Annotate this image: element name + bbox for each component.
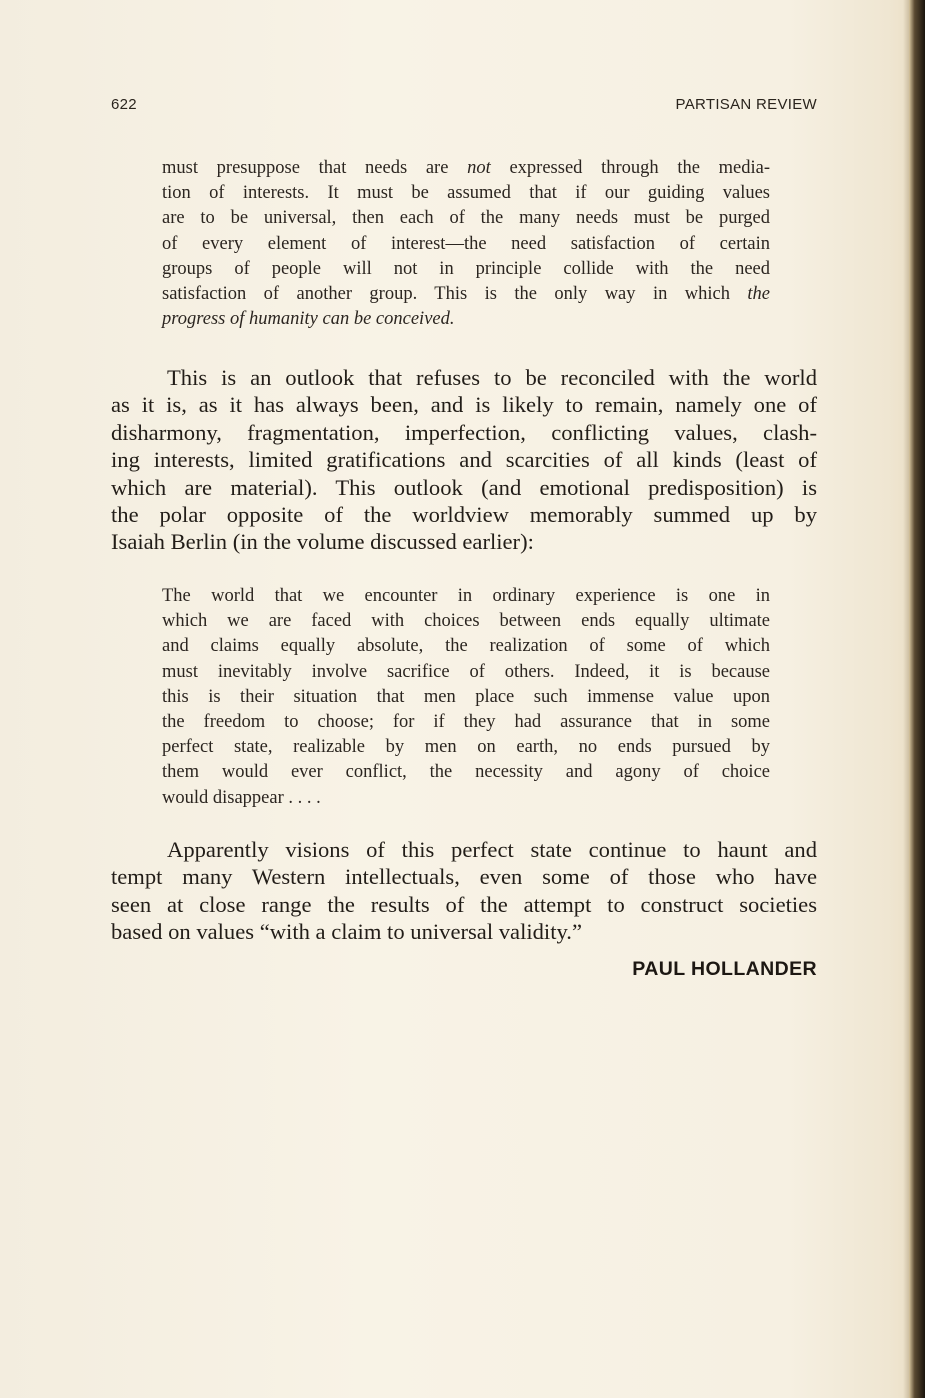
quote-2-line: and claims equally absolute, the realization of some of which [162, 636, 770, 657]
quote-1-line: tion of interests. It must be assumed that if our guiding values [162, 183, 770, 204]
quote-2-line: The world that we encounter in ordinary experience is one in [162, 586, 770, 606]
emphasis-progress-of-humanity: progress of humanity can be conceived. [162, 309, 455, 330]
quote-1-line [162, 307, 770, 332]
paragraph-1-line: Isaiah Berlin (in the volume discussed earlier): [111, 529, 534, 555]
paragraph-1-line: which are material). This outlook (and emotional predisposition) is [111, 474, 817, 500]
page-number: 622 [111, 96, 137, 113]
quote-2-line: the freedom to choose; for if they had assurance that in some [162, 712, 770, 733]
quote-1-line: must presuppose that needs are not expressed through the media- [162, 158, 770, 178]
paragraph-1-line: disharmony, fragmentation, imperfection, conflicting values, clash- [111, 419, 817, 445]
emphasis-not: not [467, 158, 491, 178]
paragraph-1-line: ing interests, limited gratifications and scarcities of all kinds (least of [111, 447, 817, 473]
quote-2-line: perfect state, realizable by men on earth, no ends pursued by [162, 737, 770, 758]
book-spine [909, 0, 925, 1398]
author-signature: PAUL HOLLANDER [632, 958, 817, 980]
block-quote-2 [162, 584, 770, 811]
quote-2-line: which we are faced with choices between ends equally ultimate [162, 611, 770, 632]
quote-2-line: would disappear . . . . [162, 787, 321, 808]
paragraph-1-line: the polar opposite of the worldview memorably summed up by [111, 502, 817, 528]
quote-1-line: are to be universal, then each of the many needs must be purged [162, 208, 770, 229]
paragraph-2-line: seen at close range the results of the attempt to construct societies [111, 891, 817, 917]
quote-2-line: this is their situation that men place such immense value upon [162, 686, 770, 707]
journal-title: PARTISAN REVIEW [675, 96, 817, 113]
paragraph-2-line: based on values “with a claim to universal validity.” [111, 919, 582, 945]
quote-2-line: them would ever conflict, the necessity and agony of choice [162, 762, 770, 783]
quote-1-line: groups of people will not in principle collide with the need [162, 258, 770, 279]
paragraph-1-line: as it is, as it has always been, and is likely to remain, namely one of [111, 392, 817, 418]
body-paragraph-2 [111, 836, 817, 946]
paragraph-2-line: tempt many Western intellectuals, even some of those who have [111, 864, 817, 890]
quote-1-line: satisfaction of another group. This is the only way in which the [162, 284, 770, 305]
emphasis-the: the [747, 284, 770, 305]
running-head [111, 96, 817, 118]
quote-1-line: of every element of interest—the need satisfaction of certain [162, 233, 770, 254]
paragraph-2-line: Apparently visions of this perfect state continue to haunt and [167, 837, 817, 862]
quote-2-line: must inevitably involve sacrifice of others. Indeed, it is because [162, 661, 770, 682]
body-paragraph-1 [111, 364, 817, 556]
paragraph-1-line: This is an outlook that refuses to be reconciled with the world [167, 365, 817, 390]
block-quote-1 [162, 156, 770, 332]
